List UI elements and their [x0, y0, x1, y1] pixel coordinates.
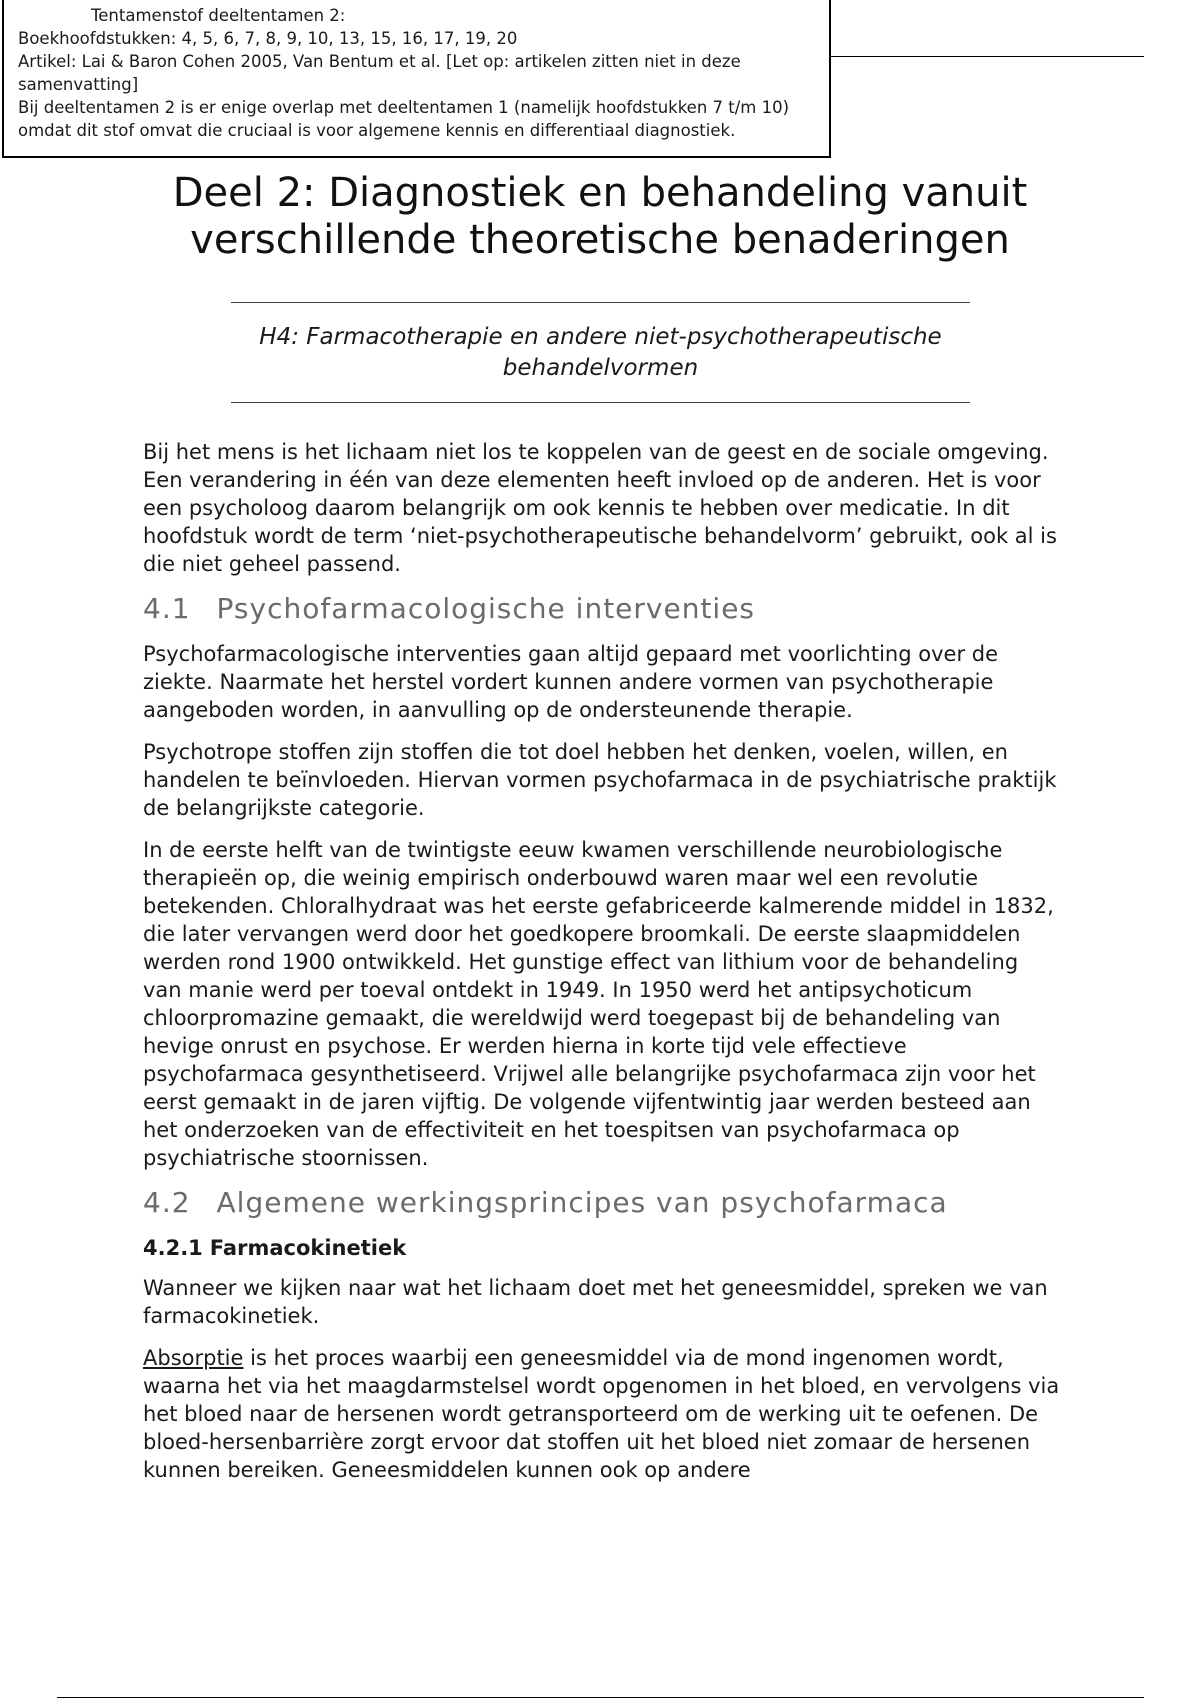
exam-info-chapters: Boekhoofdstukken: 4, 5, 6, 7, 8, 9, 10, 13, 15, 16, 17, 19, 20: [18, 29, 518, 48]
intro-paragraph: Bij het mens is het lichaam niet los te koppelen van de geest en de sociale omgeving. Een verandering in één van deze elementen heeft invloed op de anderen. Het is voor een psycholoog daarom belangrijk om ook kennis te hebben over medicatie. In dit hoofdstuk wordt de term ‘niet-psychotherapeutische behandelvorm’ gebruikt, ook al is die niet geheel passend.: [143, 440, 1057, 576]
section-heading-4-1: [143, 592, 1063, 626]
document-title: Deel 2: Diagnostiek en behandeling vanuit verschillende theoretische benaderingen: [172, 170, 1028, 263]
paragraph: Psychotrope stoffen zijn stoffen die tot doel hebben het denken, voelen, willen, en handelen te beïnvloeden. Hiervan vormen psychofarmaca in de psychiatrische praktijk de belangrijkste categorie.: [143, 740, 1057, 820]
chapter-subtitle: H4: Farmacotherapie en andere niet-psychotherapeutische behandelvormen: [259, 324, 942, 381]
exam-info-note: Bij deeltentamen 2 is er enige overlap met deeltentamen 1 (namelijk hoofdstukken 7 t/m 10) omdat dit stof omvat die cruciaal is voor algemene kennis en differentiaal diagnostiek.: [18, 98, 790, 140]
paragraph: In de eerste helft van de twintigste eeuw kwamen verschillende neurobiologische therapieën op, die weinig empirisch onderbouwd waren maar wel een revolutie betekenden. Chloralhydraat was het eerste gefabriceerde kalmerende middel in 1832, die later vervangen werd door het goedkopere broomkali. De eerste slaapmiddelen werden rond 1900 ontwikkeld. Het gunstige effect van lithium voor de behandeling van manie werd per toeval ontdekt in 1949. In 1950 werd het antipsychoticum chloorpromazine gemaakt, die wereldwijd werd toegepast bij de behandeling van hevige onrust en psychose. Er werden hierna in korte tijd vele effectieve psychofarmaca gesynthetiseerd. Vrijwel alle belangrijke psychofarmaca zijn voor het eerst gemaakt in de jaren vijftig. De volgende vijfentwintig jaar werden besteed aan het onderzoeken van de effectiviteit en het toespitsen van psychofarmaca op psychiatrische stoornissen.: [143, 838, 1054, 1170]
section-number: 4.2: [143, 1186, 191, 1219]
subsection-number: 4.2.1: [143, 1236, 203, 1260]
document-body: [143, 438, 1063, 1498]
subtitle-top-rule: [231, 302, 970, 303]
paragraph: Psychofarmacologische interventies gaan altijd gepaard met voorlichting over de ziekte. Naarmate het herstel vordert kunnen andere vormen van psychotherapie aangeboden worden, in aanvulling op de ondersteunende therapie.: [143, 642, 999, 722]
paragraph-absorptie: [143, 1344, 1063, 1484]
term-absorptie: Absorptie: [143, 1346, 244, 1370]
header-rule: [831, 56, 1144, 57]
paragraph: Wanneer we kijken naar wat het lichaam doet met het geneesmiddel, spreken we van farmacokinetiek.: [143, 1276, 1048, 1328]
exam-info-title: Tentamenstof deeltentamen 2:: [91, 6, 346, 25]
paragraph-rest: is het proces waarbij een geneesmiddel via de mond ingenomen wordt, waarna het via het maagdarmstelsel wordt opgenomen in het bloed, en vervolgens via het bloed naar de hersenen wordt getransporteerd om de werking uit te oefenen. De bloed-hersenbarrière zorgt ervoor dat stoffen uit het bloed niet zomaar de hersenen kunnen bereiken. Geneesmiddelen kunnen ook op andere: [143, 1346, 1060, 1482]
section-title: Algemene werkingsprincipes van psychofarmaca: [216, 1186, 948, 1219]
subsection-title: Farmacokinetiek: [209, 1236, 407, 1260]
section-number: 4.1: [143, 592, 191, 625]
exam-info-box: [2, 0, 831, 158]
exam-info-articles: Artikel: Lai & Baron Cohen 2005, Van Bentum et al. [Let op: artikelen zitten niet in deze samenvatting]: [18, 52, 741, 94]
subtitle-bottom-rule: [231, 402, 970, 403]
section-title: Psychofarmacologische interventies: [216, 592, 756, 625]
subsection-heading-4-2-1: [143, 1234, 1063, 1262]
footer-rule: [57, 1697, 1144, 1698]
section-heading-4-2: [143, 1186, 1063, 1220]
